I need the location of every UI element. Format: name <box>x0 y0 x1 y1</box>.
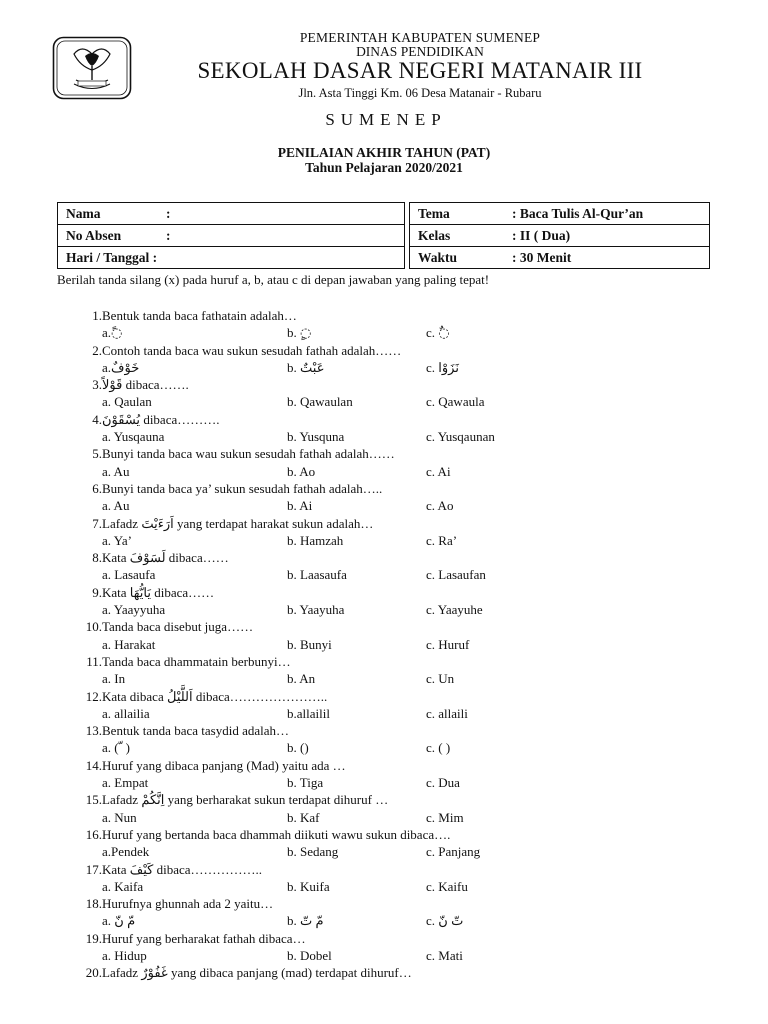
option-a[interactable]: a. Nun <box>102 809 137 825</box>
option-c[interactable]: c. Mati <box>426 947 463 963</box>
option-b[interactable]: b. مّ تّ <box>287 913 324 929</box>
question-number: 13. <box>85 723 102 739</box>
question-number: 17. <box>85 861 102 877</box>
answer-options <box>62 497 712 514</box>
answer-options <box>62 809 712 826</box>
answer-options <box>62 774 712 791</box>
question-number: 9. <box>92 584 102 600</box>
question-text: Bunyi tanda baca wau sukun sesudah fathah adalah…… <box>102 446 395 462</box>
question-text: Bunyi tanda baca ya’ sukun sesudah fathah adalah….. <box>102 480 383 496</box>
question-number: 15. <box>85 792 102 808</box>
option-b[interactable]: b. عَبْتٌ <box>287 359 325 375</box>
question-item <box>62 861 712 878</box>
nama-cell[interactable] <box>58 203 405 225</box>
option-a[interactable]: a. Empat <box>102 775 149 791</box>
option-a[interactable]: a. In <box>102 671 126 687</box>
option-a[interactable]: a. Hidup <box>102 947 147 963</box>
question-text: Bentuk tanda baca tasydid adalah… <box>102 723 289 739</box>
option-a[interactable]: a. مّ نّ <box>102 913 136 929</box>
answer-options <box>62 670 712 687</box>
question-text: Tanda baca dhammatain berbunyi… <box>102 653 291 669</box>
option-c[interactable]: c. Huruf <box>426 636 470 652</box>
answer-options <box>62 947 712 964</box>
option-c[interactable]: c. Un <box>426 671 455 687</box>
question-text: يُسْقَوْنَ dibaca………. <box>102 411 220 427</box>
option-a[interactable]: a. Yusqauna <box>102 429 165 445</box>
option-b[interactable]: b. Qawaulan <box>287 394 353 410</box>
question-text: Kata لَسَوْفَ dibaca…… <box>102 550 229 566</box>
answer-options <box>62 843 712 860</box>
question-number: 20. <box>85 965 102 981</box>
answer-options <box>62 463 712 480</box>
question-text: Lafadz اِنَّكُمْ yang berharakat sukun terdapat dihuruf … <box>102 792 389 808</box>
question-text: Contoh tanda baca wau sukun sesudah fathah adalah…… <box>102 342 402 358</box>
answer-options <box>62 393 712 410</box>
hari-cell[interactable] <box>58 247 405 269</box>
question-number: 14. <box>85 757 102 773</box>
option-c[interactable]: c. Panjang <box>426 844 481 860</box>
option-a[interactable]: a. Qaulan <box>102 394 152 410</box>
question-text: Kata dibaca اَللَّيْلُ dibaca………………….. <box>102 688 328 704</box>
kelas-value: : II ( Dua) <box>512 227 571 243</box>
option-c[interactable]: c. Ao <box>426 498 454 514</box>
question-item <box>62 722 712 739</box>
option-c[interactable]: c. Yusqaunan <box>426 429 495 445</box>
hari-value: : <box>152 249 158 265</box>
question-item <box>62 826 712 843</box>
option-b[interactable]: b. () <box>287 740 309 756</box>
question-number: 8. <box>92 550 102 566</box>
question-item <box>62 688 712 705</box>
question-number: 4. <box>92 411 102 427</box>
question-item <box>62 376 712 393</box>
option-c[interactable]: c. Lasaufan <box>426 567 486 583</box>
answer-options <box>62 912 712 929</box>
question-item <box>62 307 712 324</box>
school-name: SEKOLAH DASAR NEGERI MATANAIR III <box>197 58 643 83</box>
option-a[interactable]: a.◌ً <box>102 325 123 341</box>
option-b[interactable]: b. Kuifa <box>287 878 330 894</box>
question-item <box>62 515 712 532</box>
option-a[interactable]: a. Harakat <box>102 636 156 652</box>
question-text: Hurufnya ghunnah ada 2 yaitu… <box>102 896 274 912</box>
option-c[interactable]: c. Kaifu <box>426 878 468 894</box>
waktu-label: Waktu <box>418 249 458 265</box>
question-text: Lafadz اَرَءَيْتَ yang terdapat harakat sukun adalah… <box>102 515 374 531</box>
option-a[interactable]: a. Ya’ <box>102 532 132 548</box>
option-c[interactable]: c. Ai <box>426 463 451 479</box>
question-text: Huruf yang bertanda baca dhammah diikuti wawu sukun dibaca…. <box>102 826 451 842</box>
student-info-table <box>57 202 710 269</box>
option-c[interactable]: c. Qawaula <box>426 394 485 410</box>
question-list <box>62 307 712 982</box>
option-b[interactable]: b. Yusquna <box>287 429 345 445</box>
department-name: DINAS PENDIDIKAN <box>356 44 484 59</box>
answer-options <box>62 566 712 583</box>
question-item <box>62 653 712 670</box>
answer-options <box>62 324 712 341</box>
question-item <box>62 964 712 981</box>
absen-label: No Absen <box>66 227 122 243</box>
option-b[interactable]: b.allailil <box>287 705 330 721</box>
question-number: 12. <box>85 688 102 704</box>
question-number: 2. <box>92 342 102 358</box>
answer-options <box>62 705 712 722</box>
question-number: 1. <box>92 308 102 323</box>
option-b[interactable]: b. Ai <box>287 498 313 514</box>
question-text: Huruf yang dibaca panjang (Mad) yaitu ada … <box>102 757 346 773</box>
question-text: قَوْلاً dibaca……. <box>102 377 189 393</box>
option-c[interactable]: c. Dua <box>426 775 460 791</box>
question-text: Kata يَايُّهَا dibaca…… <box>102 584 215 600</box>
question-item <box>62 791 712 808</box>
option-a[interactable]: a. Yaayyuha <box>102 602 166 618</box>
option-b[interactable]: b. Hamzah <box>287 532 344 548</box>
option-b[interactable]: b. Sedang <box>287 844 339 860</box>
nama-label: Nama <box>66 205 101 221</box>
option-c[interactable]: c. Mim <box>426 809 464 825</box>
option-c[interactable]: c. تّ نّ <box>426 913 464 929</box>
option-a[interactable]: a. allailia <box>102 705 150 721</box>
answer-options <box>62 601 712 618</box>
option-a[interactable]: a. Au <box>102 498 130 514</box>
question-item <box>62 342 712 359</box>
option-a[interactable]: a. Au <box>102 463 130 479</box>
option-c[interactable]: c. نَزَوْا <box>426 359 459 375</box>
question-number: 5. <box>92 446 102 462</box>
question-item <box>62 930 712 947</box>
option-a[interactable]: a. ( ّ ) <box>102 740 130 756</box>
answer-options <box>62 428 712 445</box>
question-item <box>62 618 712 635</box>
option-b[interactable]: b. An <box>287 671 316 687</box>
question-item <box>62 480 712 497</box>
option-b[interactable]: b. Tiga <box>287 775 324 791</box>
question-item <box>62 411 712 428</box>
option-c[interactable]: c. allaili <box>426 705 468 721</box>
option-a[interactable]: a.خَوْفٌ <box>102 359 140 375</box>
school-address: Jln. Asta Tinggi Km. 06 Desa Matanair - Rubaru <box>298 86 542 100</box>
tema-value: : Baca Tulis Al-Qur’an <box>512 205 644 221</box>
question-text: Kata كَيْفَ dibaca…………….. <box>102 861 263 877</box>
answer-options <box>62 532 712 549</box>
absen-cell[interactable] <box>58 225 405 247</box>
absen-value: : <box>166 227 171 243</box>
option-b[interactable]: b. Laasaufa <box>287 567 347 583</box>
option-b[interactable]: b. Dobel <box>287 947 332 963</box>
answer-options <box>62 878 712 895</box>
question-number: 6. <box>92 480 102 496</box>
government-name: PEMERINTAH KABUPATEN SUMENEP <box>299 30 541 45</box>
option-c[interactable]: c. ( ) <box>426 740 451 756</box>
instruction-text: Berilah tanda silang (x) pada huruf a, b, atau c di depan jawaban yang paling tepat! <box>57 272 490 287</box>
option-a[interactable]: a. Kaifa <box>102 878 144 894</box>
kelas-label: Kelas <box>418 227 451 243</box>
tema-label: Tema <box>418 205 450 221</box>
kelas-cell <box>410 225 710 247</box>
question-number: 11. <box>86 653 102 669</box>
option-a[interactable]: a.Pendek <box>102 844 150 860</box>
answer-options <box>62 359 712 376</box>
question-item <box>62 584 712 601</box>
option-b[interactable]: b. Yaayuha <box>287 602 345 618</box>
city-name: SUMENEP <box>325 110 447 129</box>
question-text: Bentuk tanda baca fathatain adalah… <box>102 308 297 323</box>
question-item <box>62 445 712 462</box>
hari-label: Hari / Tanggal <box>66 249 150 265</box>
question-item <box>62 549 712 566</box>
question-text: Huruf yang berharakat fathah dibaca… <box>102 930 306 946</box>
answer-options <box>62 739 712 756</box>
exam-title: PENILAIAN AKHIR TAHUN (PAT) <box>277 145 491 160</box>
question-number: 10. <box>85 619 102 635</box>
option-b[interactable]: b. ◌ٍ <box>287 325 312 341</box>
answer-options <box>62 636 712 653</box>
question-text: Lafadz غَفُوْرٌ yang dibaca panjang (mad) terdapat dihuruf… <box>102 965 412 981</box>
nama-value: : <box>166 205 171 221</box>
question-number: 3. <box>92 377 102 393</box>
question-number: 16. <box>85 826 102 842</box>
school-emblem-icon <box>52 36 132 100</box>
question-item <box>62 895 712 912</box>
option-b[interactable]: b. Kaf <box>287 809 320 825</box>
academic-year: Tahun Pelajaran 2020/2021 <box>305 160 463 175</box>
option-c[interactable]: c. Ra’ <box>426 532 458 548</box>
option-b[interactable]: b. Ao <box>287 463 316 479</box>
option-a[interactable]: a. Lasaufa <box>102 567 156 583</box>
question-text: Tanda baca disebut juga…… <box>102 619 254 635</box>
question-item <box>62 757 712 774</box>
waktu-cell <box>410 247 710 269</box>
question-number: 7. <box>92 515 102 531</box>
tema-cell <box>410 203 710 225</box>
option-c[interactable]: c. Yaayuhe <box>426 602 483 618</box>
option-b[interactable]: b. Bunyi <box>287 636 332 652</box>
waktu-value: : 30 Menit <box>512 249 572 265</box>
question-number: 19. <box>85 930 102 946</box>
option-c[interactable]: c. ◌ٌ <box>426 325 450 341</box>
question-number: 18. <box>85 896 102 912</box>
